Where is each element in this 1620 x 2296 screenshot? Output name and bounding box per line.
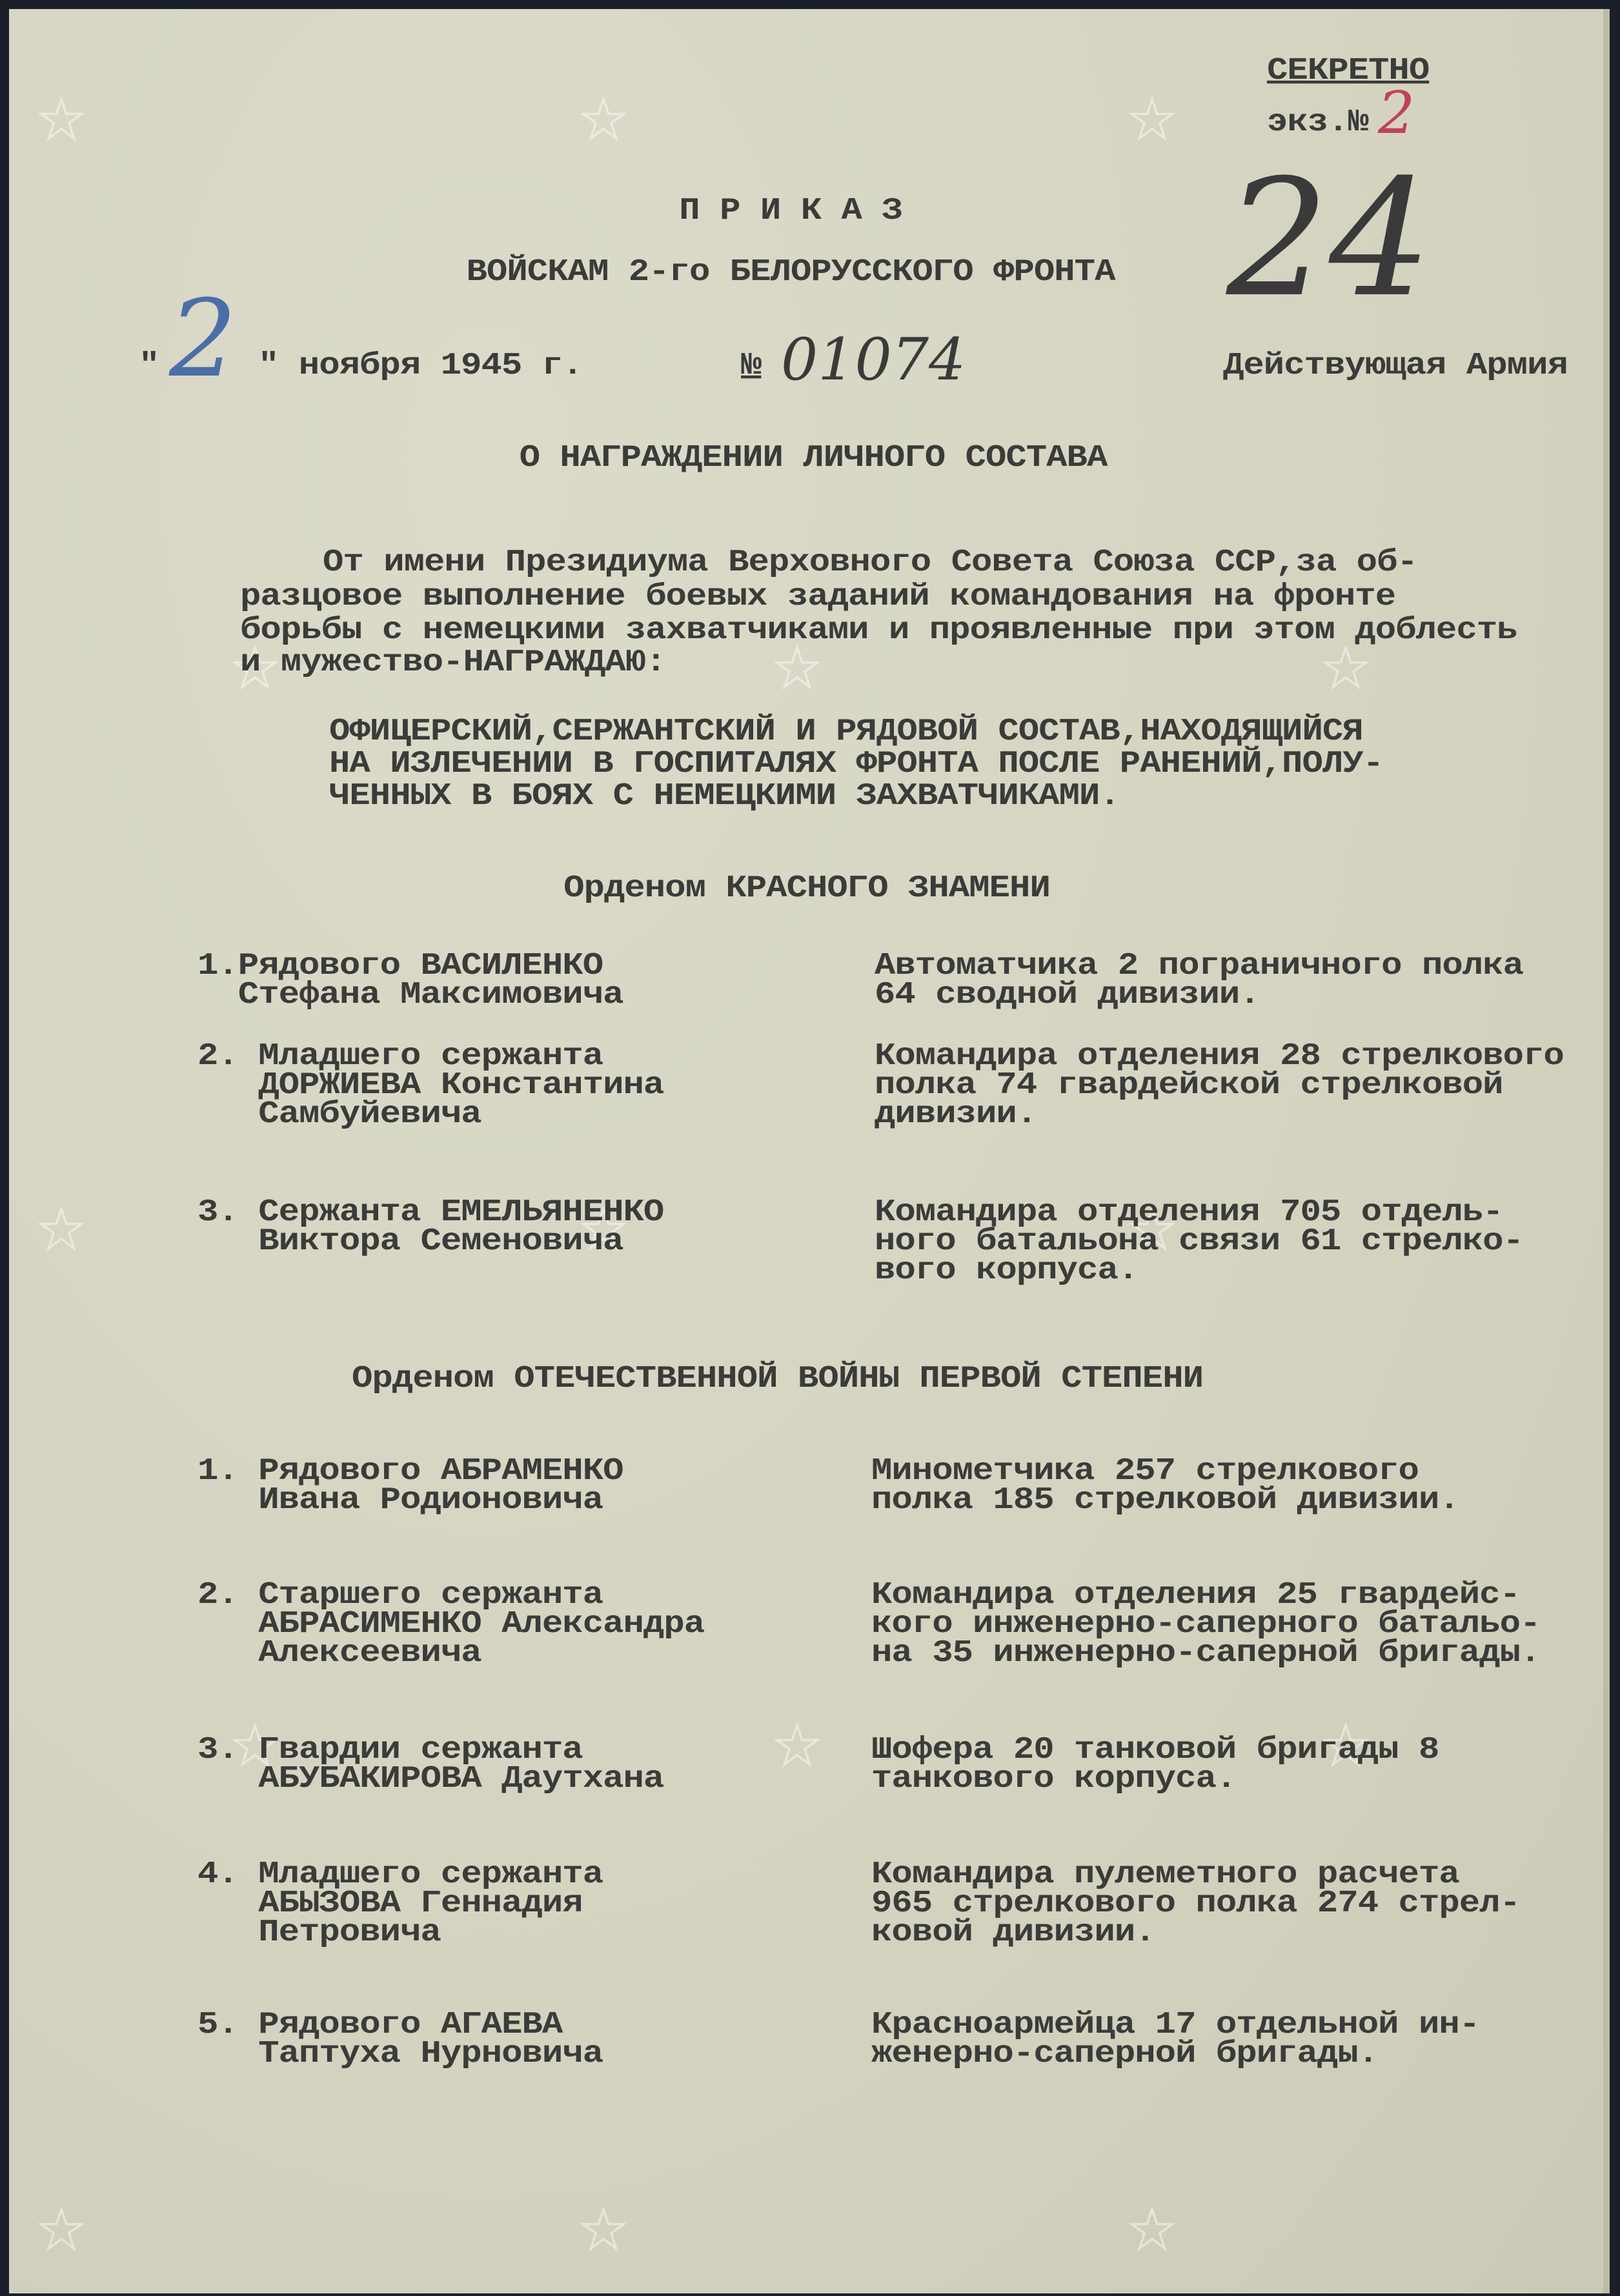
watermark-star-icon	[581, 2207, 626, 2252]
section-title: Орденом КРАСНОГО ЗНАМЕНИ	[563, 871, 1050, 907]
award-position: Командира отделения 25 гвардейс- кого инженерно-саперного батальо- на 35 инженерно-саперной бригады.	[871, 1577, 1541, 1671]
watermark-star-icon	[581, 97, 626, 142]
copy-number: 2	[1378, 79, 1415, 147]
watermark-star-icon	[1323, 645, 1368, 690]
location: Действующая Армия	[1223, 348, 1568, 384]
award-position: Минометчика 257 стрелкового полка 185 стрелковой дивизии.	[871, 1453, 1459, 1518]
watermark-star-icon	[775, 1723, 820, 1768]
award-name: 1. Рядового АБРАМЕНКО Ивана Родионовича	[197, 1453, 623, 1518]
recipients-line: НА ИЗЛЕЧЕНИИ В ГОСПИТАЛЯХ ФРОНТА ПОСЛЕ РАНЕНИЙ,ПОЛУ-	[329, 746, 1384, 782]
section-title: Орденом ОТЕЧЕСТВЕННОЙ ВОЙНЫ ПЕРВОЙ СТЕПЕНИ	[352, 1361, 1204, 1397]
document-title: П Р И К А З	[679, 193, 902, 229]
watermark-star-icon	[1129, 97, 1175, 142]
award-position: Автоматчика 2 пограничного полка 64 сводной дивизии.	[875, 948, 1523, 1013]
handwritten-number: 24	[1226, 145, 1432, 332]
recipients-line: ОФИЦЕРСКИЙ,СЕРЖАНТСКИЙ И РЯДОВОЙ СОСТАВ,НАХОДЯЩИЙСЯ	[329, 714, 1363, 750]
recipients-line: ЧЕННЫХ В БОЯХ С НЕМЕЦКИМИ ЗАХВАТЧИКАМИ.	[329, 778, 1120, 814]
award-position: Командира отделения 28 стрелкового полка 74 гвардейской стрелковой дивизии.	[875, 1038, 1564, 1133]
order-subject: О НАГРАЖДЕНИИ ЛИЧНОГО СОСТАВА	[519, 440, 1108, 476]
watermark-star-icon	[39, 2207, 84, 2252]
watermark-star-icon	[39, 97, 84, 142]
award-name: 2. Младшего сержанта ДОРЖИЕВА Константина Самбуйевича	[197, 1038, 664, 1133]
award-name: 2. Старшего сержанта АБРАСИМЕНКО Александра Алексеевича	[197, 1577, 705, 1671]
date-open-quote: "	[139, 348, 159, 384]
award-position: Командира пулеметного расчета 965 стрелкового полка 274 стрел- ковой дивизии.	[871, 1857, 1520, 1951]
watermark-star-icon	[775, 645, 820, 690]
award-position: Шофера 20 танковой бригады 8 танкового корпуса.	[871, 1732, 1439, 1797]
order-number: 01074	[781, 326, 966, 394]
date-day: 2	[169, 277, 237, 401]
preamble-line: борьбы с немецкими захватчиками и проявленные при этом доблесть	[240, 612, 1517, 649]
award-position: Командира отделения 705 отдель- ного батальона связи 61 стрелко- вого корпуса.	[875, 1194, 1523, 1289]
award-name: 5. Рядового АГАЕВА Таптуха Нурновича	[197, 2007, 603, 2072]
number-label: №	[741, 348, 762, 384]
watermark-star-icon	[1129, 2207, 1175, 2252]
award-name: 3. Гвардии сержанта АБУБАКИРОВА Даутхана	[197, 1732, 664, 1797]
document-subtitle: ВОЙСКАМ 2-го БЕЛОРУССКОГО ФРОНТА	[466, 254, 1115, 290]
preamble-line: разцовое выполнение боевых заданий командования на фронте	[240, 579, 1396, 615]
preamble-line: и мужество-НАГРАЖДАЮ:	[240, 645, 666, 681]
classification-stamp: СЕКРЕТНО	[1267, 53, 1430, 89]
award-name: 4. Младшего сержанта АБЫЗОВА Геннадия Петровича	[197, 1857, 603, 1951]
date-text: " ноября 1945 г.	[258, 348, 583, 384]
award-name: 3. Сержанта ЕМЕЛЬЯНЕНКО Виктора Семеновича	[197, 1194, 664, 1260]
watermark-star-icon	[39, 1207, 84, 1252]
preamble-line: От имени Президиума Верховного Совета Союза ССР,за об-	[323, 545, 1417, 581]
award-name: 1.Рядового ВАСИЛЕНКО Стефана Максимовича	[197, 948, 623, 1013]
award-position: Красноармейца 17 отдельной ин- женерно-саперной бригады.	[871, 2007, 1480, 2072]
copy-label: экз.№	[1267, 105, 1369, 141]
